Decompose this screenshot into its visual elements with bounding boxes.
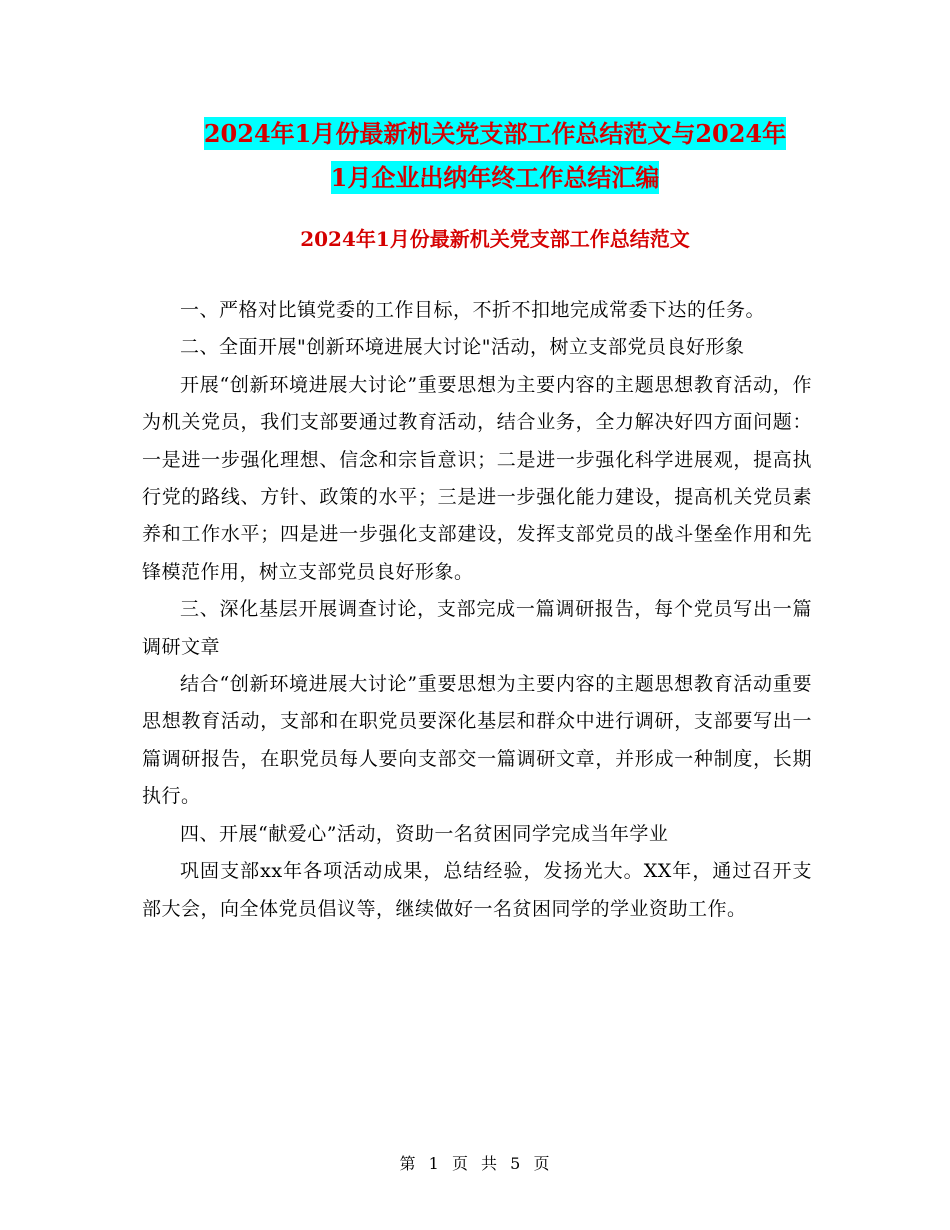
footer-current-page: 1 — [428, 1154, 440, 1173]
paragraph: 四、开展“献爱心”活动，资助一名贫困同学完成当年学业 — [180, 822, 669, 845]
footer-prefix: 第 — [399, 1154, 417, 1173]
document-body — [142, 292, 812, 928]
document-title — [140, 112, 850, 200]
paragraph: 开展“创新环境进展大讨论”重要思想为主要内容的主题思想教育活动，作为机关党员，我们支部要通过教育活动，结合业务，全力解决好四方面问题：一是进一步强化理想、信念和宗旨意识；二是进一步强化科学进展观，提高执行党的路线、方针、政策的水平；三是进一步强化能力建设，提高机关党员素养和工作水平；四是进一步强化支部建设，发挥支部党员的战斗堡垒作用和先锋模范作用，树立支部党员良好形象。 — [142, 373, 812, 583]
section-title: 2024年1月份最新机关党支部工作总结范文 — [300, 227, 690, 251]
title-line-1: 2024年1月份最新机关党支部工作总结范文与2024年 — [203, 119, 787, 148]
footer-page-label: 页 — [451, 1154, 469, 1173]
footer-total-suffix: 页 — [533, 1154, 551, 1173]
paragraph: 二、全面开展"创新环境进展大讨论"活动，树立支部党员良好形象 — [180, 336, 745, 359]
paragraph: 三、深化基层开展调查讨论，支部完成一篇调研报告，每个党员写出一篇调研文章 — [142, 598, 812, 658]
footer-total-prefix: 共 — [481, 1154, 499, 1173]
paragraph: 一、严格对比镇党委的工作目标，不折不扣地完成常委下达的任务。 — [180, 299, 766, 321]
title-line-2: 1月企业出纳年终工作总结汇编 — [330, 163, 660, 192]
paragraph: 巩固支部xx年各项活动成果，总结经验，发扬光大。XX年，通过召开支部大会，向全体党员倡议等，继续做好一名贫困同学的学业资助工作。 — [142, 860, 812, 920]
footer-total-pages: 5 — [510, 1154, 522, 1173]
page-footer — [0, 1154, 950, 1174]
paragraph: 结合“创新环境进展大讨论”重要思想为主要内容的主题思想教育活动重要思想教育活动，支部和在职党员要深化基层和群众中进行调研，支部要写出一篇调研报告，在职党员每人要向支部交一篇调研文章，并形成一种制度，长期执行。 — [142, 673, 812, 808]
